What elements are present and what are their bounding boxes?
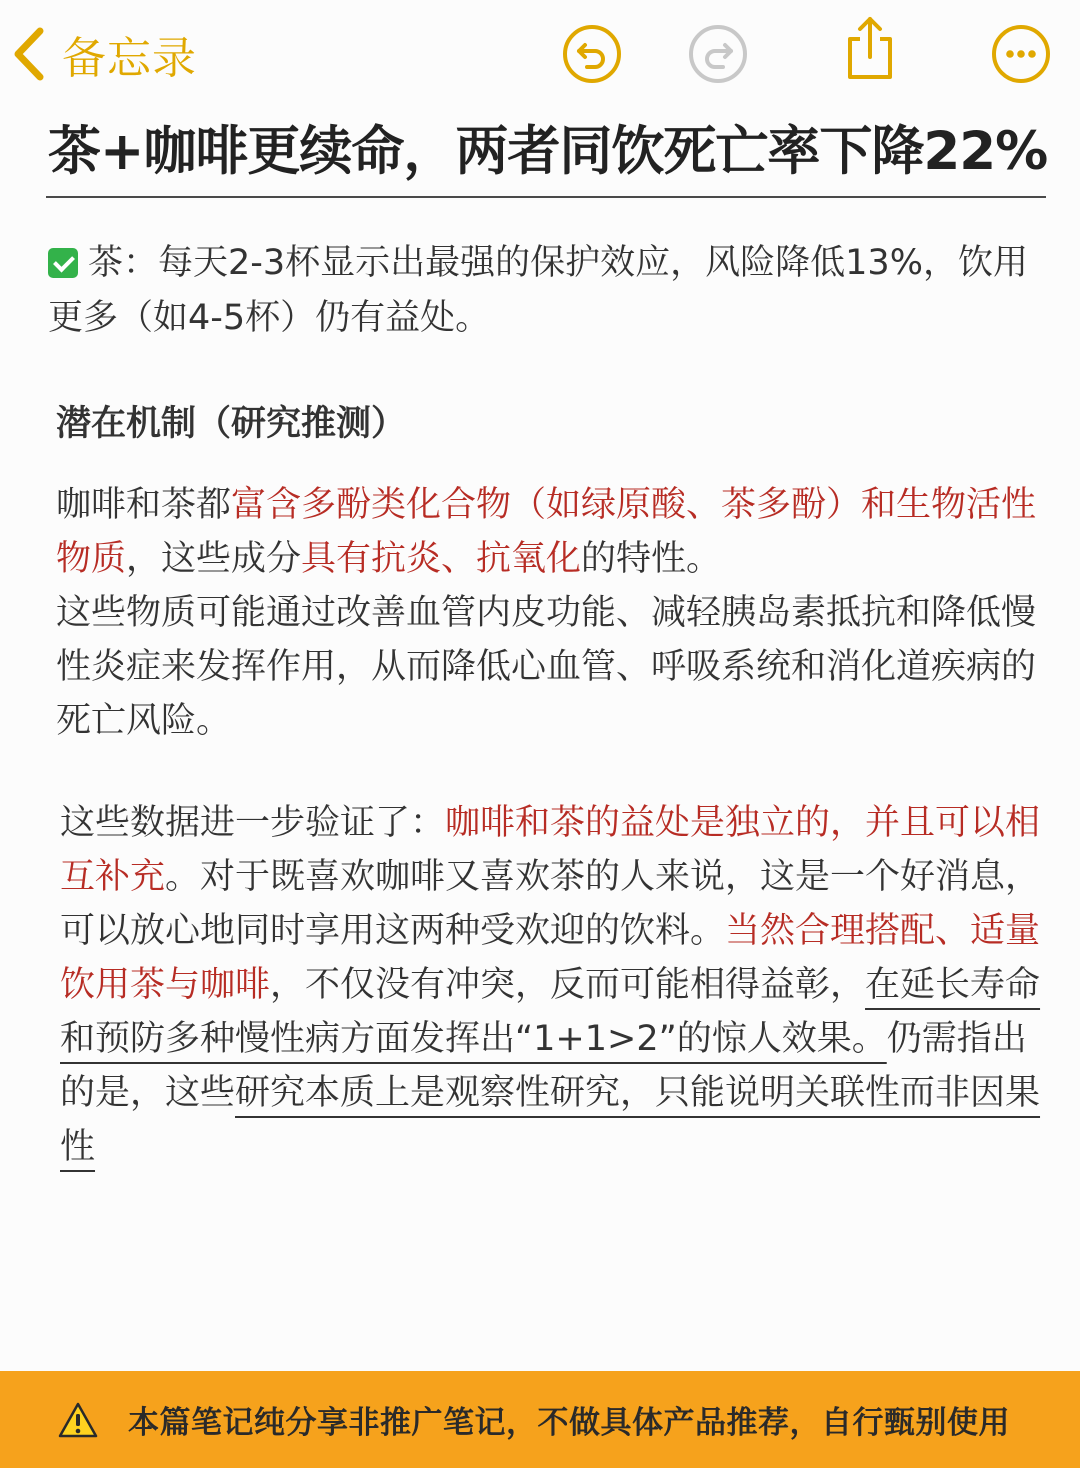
highlight-text: 具有抗炎、抗氧化 bbox=[301, 539, 582, 579]
text-span: 咖啡和茶都 bbox=[56, 485, 232, 525]
redo-icon bbox=[687, 23, 749, 85]
more-button[interactable] bbox=[989, 22, 1053, 86]
tea-paragraph bbox=[48, 236, 1038, 346]
text-span: 仍需指出的是，这些 bbox=[60, 1019, 1027, 1113]
check-mark-icon bbox=[48, 248, 78, 278]
title-divider bbox=[46, 196, 1046, 198]
highlight-text: 咖啡和茶的益处是独立的，并且可以相互补充 bbox=[60, 803, 1041, 897]
back-chevron-icon bbox=[12, 26, 46, 82]
text-span: 这些数据进一步验证了： bbox=[60, 803, 446, 843]
disclaimer-banner bbox=[0, 1371, 1080, 1468]
more-icon bbox=[990, 23, 1052, 85]
undo-button[interactable] bbox=[560, 22, 624, 86]
note-title: 茶+咖啡更续命，两者同饮死亡率下降22% bbox=[48, 121, 1048, 182]
underlined-text: 在延长寿命和预防多种慢性病方面发挥出“1+1>2”的惊人效果。 bbox=[60, 965, 1041, 1059]
disclaimer-text: 本篇笔记纯分享非推广笔记，不做具体产品推荐，自行甄别使用 bbox=[128, 1405, 1010, 1441]
text-span: 这些物质可能通过改善血管内皮功能、减轻胰岛素抵抗和降低慢性炎症来发挥作用，从而降低心血管、呼吸系统和消化道疾病的死亡风险。 bbox=[56, 593, 1037, 741]
share-icon bbox=[840, 13, 900, 83]
highlight-text: 富含多酚类化合物（如绿原酸、茶多酚）和生物活性物质 bbox=[56, 485, 1037, 579]
text-span: 的特性。 bbox=[581, 539, 722, 579]
share-button[interactable] bbox=[838, 16, 902, 80]
underlined-text: 研究本质上是观察性研究，只能说明关联性而非因果性 bbox=[60, 1073, 1041, 1167]
back-label: 备忘录 bbox=[62, 33, 197, 84]
back-button[interactable] bbox=[12, 22, 197, 86]
tea-text: 茶：每天2-3杯显示出最强的保护效应，风险降低13%，饮用更多（如4-5杯）仍有益处。 bbox=[48, 243, 1028, 338]
text-span: 。对于既喜欢咖啡又喜欢茶的人来说，这是一个好消息，可以放心地同时享用这两种受欢迎的饮料。 bbox=[60, 857, 1041, 951]
conclusion-paragraph bbox=[60, 796, 1045, 1174]
highlight-text: 当然合理搭配、适量饮用茶与咖啡 bbox=[60, 911, 1041, 1005]
warning-icon bbox=[58, 1401, 98, 1439]
toolbar bbox=[0, 0, 1080, 105]
mechanism-paragraph bbox=[56, 478, 1041, 748]
text-span: ，不仅没有冲突，反而可能相得益彰， bbox=[270, 965, 866, 1005]
mechanism-heading: 潜在机制（研究推测） bbox=[56, 404, 407, 444]
undo-icon bbox=[561, 23, 623, 85]
redo-button[interactable] bbox=[686, 22, 750, 86]
text-span: ，这些成分 bbox=[126, 539, 302, 579]
